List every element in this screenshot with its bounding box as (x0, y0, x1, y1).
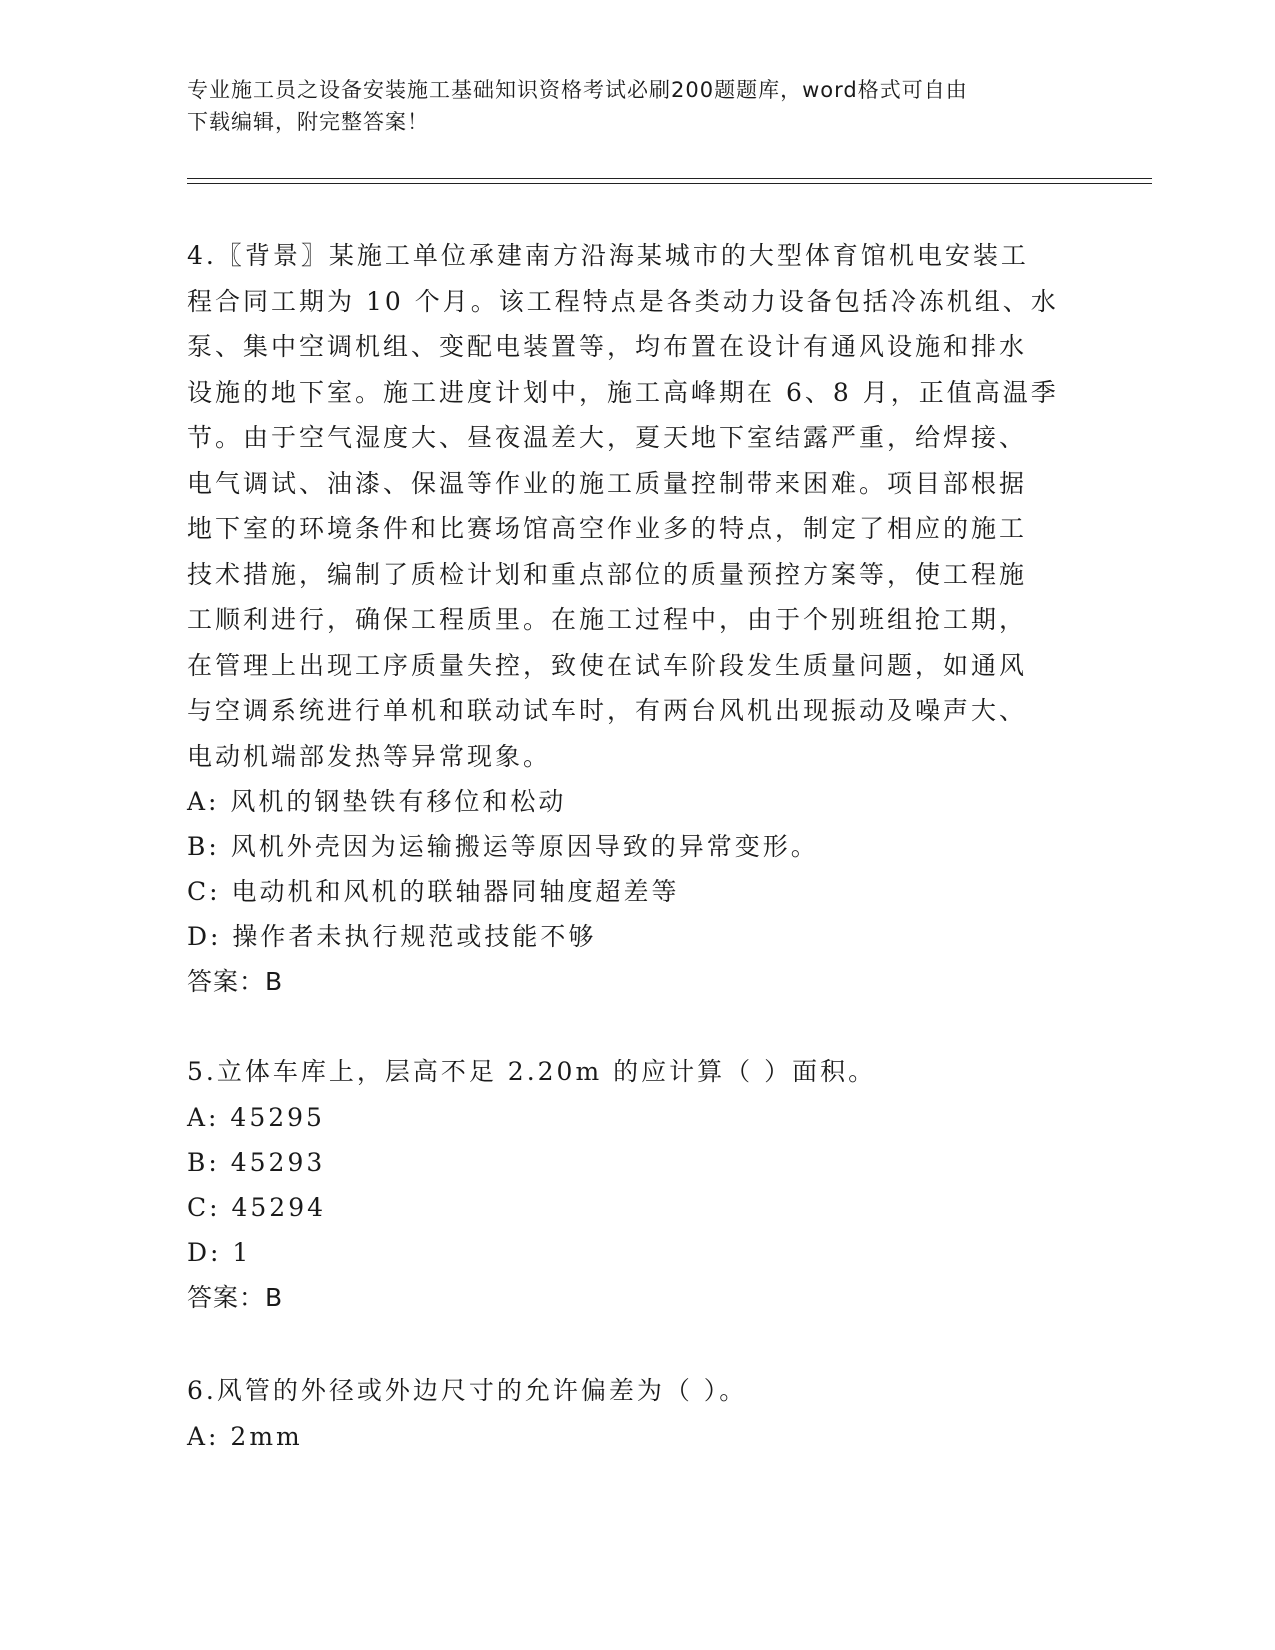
header-divider-bottom (187, 183, 1152, 184)
option-d: D: 操作者未执行规范或技能不够 (187, 922, 597, 951)
header-line-1: 专业施工员之设备安装施工基础知识资格考试必刷200题题库，word格式可自由 (187, 78, 968, 102)
option-b: B: 风机外壳因为运输搬运等原因导致的异常变形。 (187, 832, 819, 861)
option-c: C: 电动机和风机的联轴器同轴度超差等 (187, 877, 680, 906)
header-line-2: 下载编辑，附完整答案！ (187, 110, 429, 134)
option-a: A: 2mm (187, 1421, 303, 1451)
answer-label: 答案：B (187, 967, 284, 996)
question-line: 在管理上出现工序质量失控，致使在试车阶段发生质量问题，如通风 (187, 650, 1028, 680)
question-line: 电气调试、油漆、保温等作业的施工质量控制带来困难。项目部根据 (187, 468, 1028, 498)
question-line: 地下室的环境条件和比赛场馆高空作业多的特点，制定了相应的施工 (187, 514, 1028, 543)
question-6 (187, 1368, 1067, 1459)
option-a: A: 风机的钢垫铁有移位和松动 (187, 787, 567, 816)
question-line: 4.〖背景〗某施工单位承建南方沿海某城市的大型体育馆机电安装工 (187, 241, 1029, 270)
question-4 (187, 233, 1067, 1004)
option-c: C: 45294 (187, 1192, 327, 1222)
question-4-text (187, 233, 1067, 779)
question-line: 工顺利进行，确保工程质里。在施工过程中，由于个别班组抢工期， (187, 605, 1028, 634)
question-6-text (187, 1368, 1067, 1414)
question-line: 技术措施，编制了质检计划和重点部位的质量预控方案等，使工程施 (187, 559, 1028, 589)
document-header (187, 74, 1087, 138)
question-line: 6.风管的外径或外边尺寸的允许偏差为（ ）。 (187, 1376, 748, 1405)
header-divider-top (187, 178, 1152, 179)
question-line: 节。由于空气湿度大、昼夜温差大，夏天地下室结露严重，给焊接、 (187, 423, 1028, 452)
question-5 (187, 1049, 1067, 1320)
question-line: 5.立体车库上，层高不足 2.20m 的应计算（ ）面积。 (187, 1057, 877, 1086)
question-line: 程合同工期为 10 个月。该工程特点是各类动力设备包括冷冻机组、水 (187, 286, 1059, 316)
question-5-text (187, 1049, 1067, 1095)
question-line: 电动机端部发热等异常现象。 (187, 741, 552, 771)
answer-label: 答案：B (187, 1282, 284, 1312)
question-line: 设施的地下室。施工进度计划中，施工高峰期在 6、8 月，正值高温季 (187, 377, 1059, 407)
option-a: A: 45295 (187, 1102, 325, 1132)
option-b: B: 45293 (187, 1147, 326, 1177)
question-line: 泵、集中空调机组、变配电装置等，均布置在设计有通风设施和排水 (187, 332, 1028, 361)
question-line: 与空调系统进行单机和联动试车时，有两台风机出现振动及噪声大、 (187, 696, 1028, 725)
option-d: D: 1 (187, 1237, 252, 1267)
